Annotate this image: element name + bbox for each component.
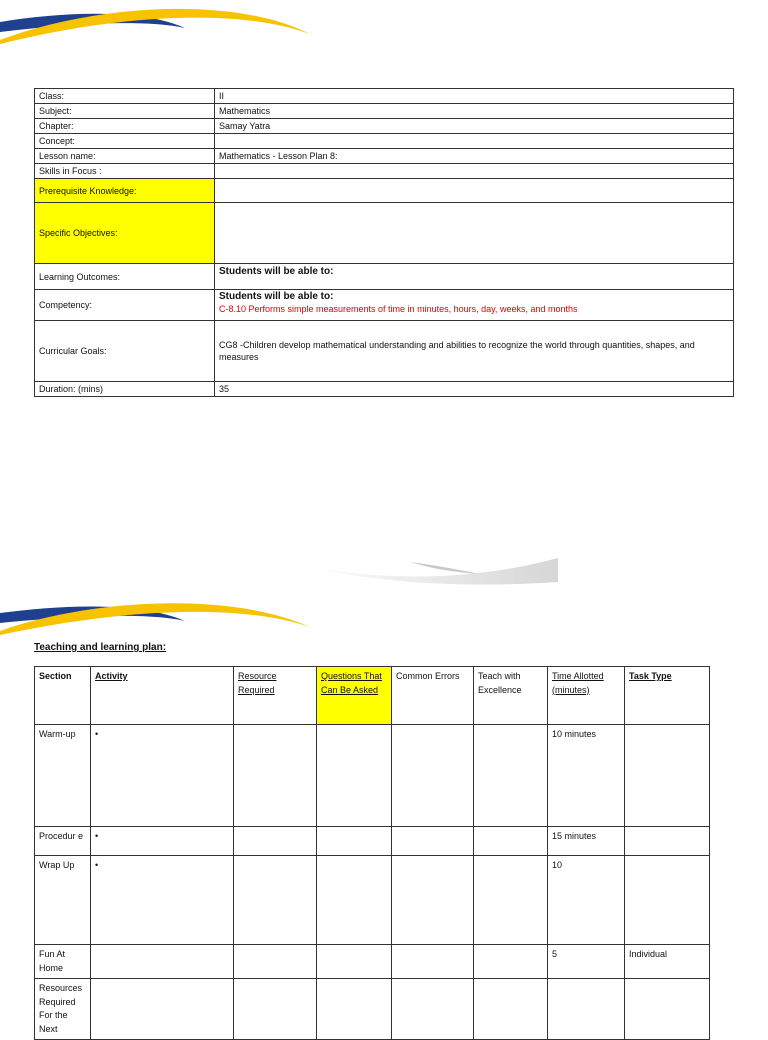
row-activity: •: [91, 725, 234, 827]
row-section: Warm-up: [35, 725, 91, 827]
row-task: [625, 979, 710, 1040]
row-activity: [91, 945, 234, 979]
header-activity: Activity: [91, 667, 234, 725]
competency-value: [215, 290, 734, 321]
row-resource: [234, 725, 317, 827]
row-questions: [317, 856, 392, 945]
competency-label: Competency:: [35, 290, 215, 321]
concept-value: [215, 134, 734, 149]
duration-value: 35: [215, 382, 734, 397]
row-resource: [234, 856, 317, 945]
goals-value: CG8 -Children develop mathematical understanding and abilities to recognize the world through quantities, shapes, and measures: [215, 321, 734, 382]
row-task: Individual: [625, 945, 710, 979]
header-resource: Resource Required: [234, 667, 317, 725]
row-errors: [392, 725, 474, 827]
row-activity: •: [91, 827, 234, 856]
goals-label: Curricular Goals:: [35, 321, 215, 382]
row-resource: [234, 827, 317, 856]
skills-label: Skills in Focus :: [35, 164, 215, 179]
header-section: Section: [35, 667, 91, 725]
class-value: II: [215, 89, 734, 104]
row-teach: [474, 856, 548, 945]
duration-label: Duration: (mins): [35, 382, 215, 397]
row-resource: [234, 979, 317, 1040]
row-task: [625, 856, 710, 945]
row-time: [548, 979, 625, 1040]
row-questions: [317, 725, 392, 827]
prerequisite-label: Prerequisite Knowledge:: [35, 179, 215, 203]
row-errors: [392, 827, 474, 856]
row-teach: [474, 827, 548, 856]
class-label: Class:: [35, 89, 215, 104]
header-time: Time Allotted (minutes): [548, 667, 625, 725]
row-questions: [317, 945, 392, 979]
lesson-name-label: Lesson name:: [35, 149, 215, 164]
row-teach: [474, 979, 548, 1040]
header-teach: Teach with Excellence: [474, 667, 548, 725]
row-teach: [474, 725, 548, 827]
prerequisite-value: [215, 179, 734, 203]
row-section: Resources Required For the Next: [35, 979, 91, 1040]
header-swoosh-graphic-2: [0, 597, 320, 637]
row-errors: [392, 856, 474, 945]
lesson-name-value: Mathematics - Lesson Plan 8:: [215, 149, 734, 164]
header-swoosh-graphic: [0, 0, 320, 45]
row-task: [625, 725, 710, 827]
subject-label: Subject:: [35, 104, 215, 119]
objectives-label: Specific Objectives:: [35, 203, 215, 264]
competency-detail: C-8.10 Performs simple measurements of time in minutes, hours, day, weeks, and months: [219, 304, 578, 314]
row-activity: [91, 979, 234, 1040]
row-questions: [317, 827, 392, 856]
outcomes-text: Students will be able to:: [219, 266, 334, 277]
teaching-plan-table: [34, 666, 710, 1040]
outcomes-value: [215, 264, 734, 290]
row-time: 5: [548, 945, 625, 979]
row-resource: [234, 945, 317, 979]
header-errors: Common Errors: [392, 667, 474, 725]
row-errors: [392, 979, 474, 1040]
objectives-value: [215, 203, 734, 264]
row-section: Wrap Up: [35, 856, 91, 945]
row-section: Fun At Home: [35, 945, 91, 979]
concept-label: Concept:: [35, 134, 215, 149]
table-row: [35, 856, 710, 945]
table-row: [35, 945, 710, 979]
row-activity: •: [91, 856, 234, 945]
chapter-label: Chapter:: [35, 119, 215, 134]
footer-swoosh-graphic: [290, 552, 558, 588]
row-errors: [392, 945, 474, 979]
header-task: Task Type: [625, 667, 710, 725]
lesson-info-table: [34, 88, 734, 397]
table-row: [35, 725, 710, 827]
row-time: 10: [548, 856, 625, 945]
chapter-value: Samay Yatra: [215, 119, 734, 134]
row-section: Procedur e: [35, 827, 91, 856]
subject-value: Mathematics: [215, 104, 734, 119]
plan-heading: Teaching and learning plan:: [34, 642, 167, 653]
table-row: [35, 979, 710, 1040]
row-teach: [474, 945, 548, 979]
row-questions: [317, 979, 392, 1040]
row-time: 15 minutes: [548, 827, 625, 856]
row-task: [625, 827, 710, 856]
header-questions: Questions That Can Be Asked: [317, 667, 392, 725]
skills-value: [215, 164, 734, 179]
row-time: 10 minutes: [548, 725, 625, 827]
table-row: [35, 827, 710, 856]
competency-text: Students will be able to:: [219, 291, 334, 302]
outcomes-label: Learning Outcomes:: [35, 264, 215, 290]
